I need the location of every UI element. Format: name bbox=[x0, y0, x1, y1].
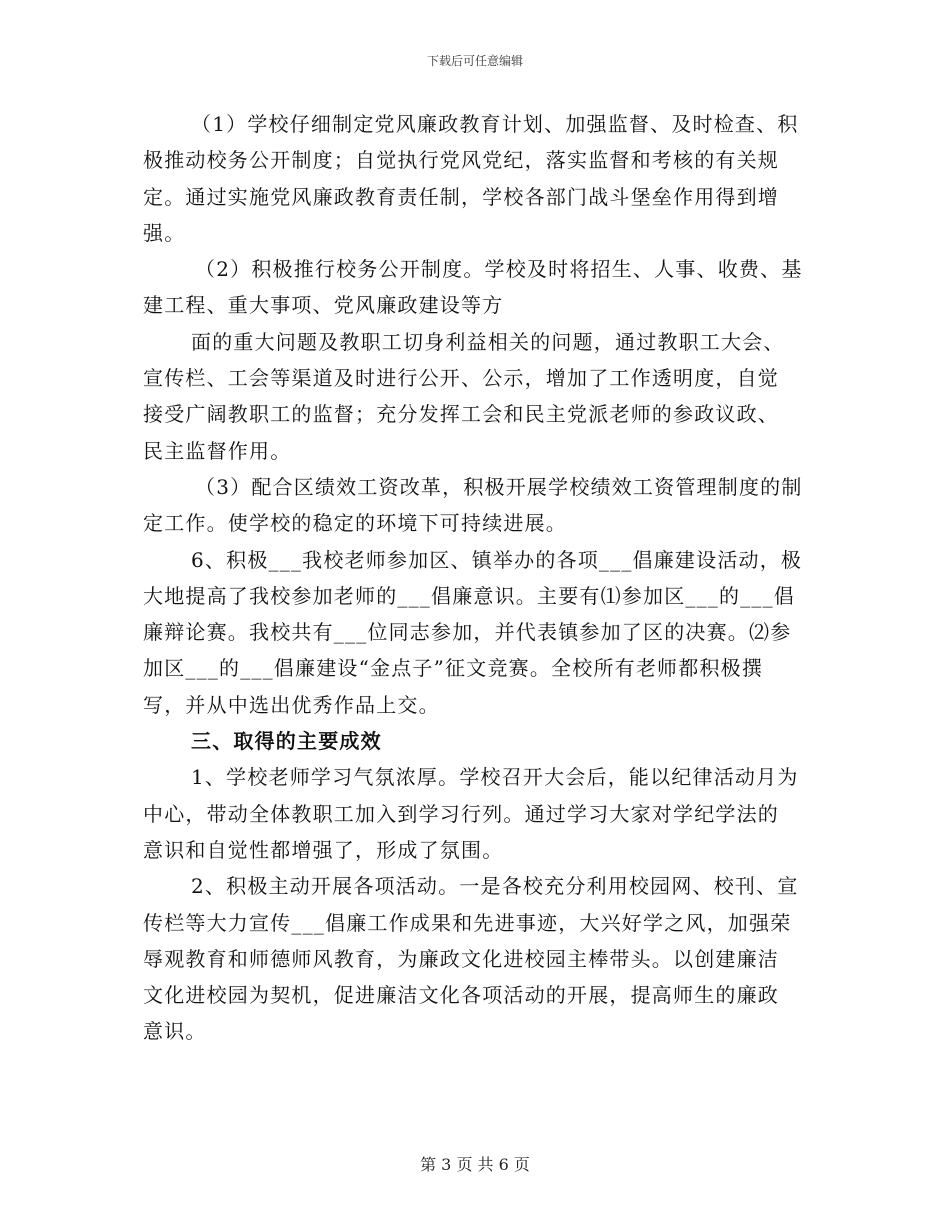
paragraph-line: （2）积极推行校务公开制度。学校及时将招生、人事、收费、基 bbox=[195, 257, 803, 282]
paragraph-line: 辱观教育和师德师风教育，为廉政文化进校园主棒带头。以创建廉洁 bbox=[143, 946, 779, 971]
paragraph-line: 极推动校务公开制度；自觉执行党风党纪，落实监督和考核的有关规 bbox=[143, 148, 779, 173]
paragraph-line: 大地提高了我校参加老师的___倡廉意识。主要有⑴参加区___的___倡 bbox=[143, 583, 795, 608]
paragraph-line: 宣传栏、工会等渠道及时进行公开、公示，增加了工作透明度，自觉 bbox=[143, 366, 779, 391]
paragraph-line: 加区___的___倡廉建设“金点子”征文竞赛。全校所有老师都积极撰 bbox=[143, 656, 764, 681]
paragraph-line: 传栏等大力宣传___倡廉工作成果和先进事迹，大兴好学之风，加强荣 bbox=[143, 910, 792, 935]
section-heading: 三、取得的主要成效 bbox=[191, 729, 382, 754]
paragraph-line: 接受广阔教职工的监督；充分发挥工会和民主党派老师的参政议政、 bbox=[143, 402, 779, 427]
paragraph-line: 6、积极___我校老师参加区、镇举办的各项___倡廉建设活动，极 bbox=[191, 547, 803, 572]
document-body bbox=[143, 112, 807, 1056]
paragraph-line: 1、学校老师学习气氛浓厚。学校召开大会后，能以纪律活动月为 bbox=[191, 765, 799, 790]
paragraph-line: 建工程、重大事项、党风廉政建设等方 bbox=[143, 293, 504, 318]
paragraph-line: 强。 bbox=[143, 220, 186, 245]
paragraph-line: 意识。 bbox=[143, 1019, 207, 1044]
paragraph-line: 中心，带动全体教职工加入到学习行列。通过学习大家对学纪学法的 bbox=[143, 801, 779, 826]
paragraph-line: 意识和自觉性都增强了，形成了氛围。 bbox=[143, 837, 504, 862]
paragraph-line: （3）配合区绩效工资改革，积极开展学校绩效工资管理制度的制 bbox=[195, 474, 803, 499]
page-number-footer: 第 3 页 共 6 页 bbox=[420, 1155, 530, 1174]
paragraph-line: 定工作。使学校的稳定的环境下可持续进展。 bbox=[143, 511, 567, 536]
paragraph-line: 定。通过实施党风廉政教育责任制，学校各部门战斗堡垒作用得到增 bbox=[143, 184, 779, 209]
paragraph-line: 民主监督作用。 bbox=[143, 438, 292, 463]
paragraph-line: 面的重大问题及教职工切身利益相关的问题，通过教职工大会、 bbox=[191, 329, 785, 354]
paragraph-line: 文化进校园为契机，促进廉洁文化各项活动的开展，提高师生的廉政 bbox=[143, 983, 779, 1008]
paragraph-line: 写，并从中选出优秀作品上交。 bbox=[143, 692, 440, 717]
paragraph-line: 廉辩论赛。我校共有___位同志参加，并代表镇参加了区的决赛。⑵参 bbox=[143, 620, 792, 645]
paragraph-line: （1）学校仔细制定党风廉政教育计划、加强监督、及时检查、积 bbox=[191, 112, 799, 136]
paragraph-line: 2、积极主动开展各项活动。一是各校充分利用校园网、校刊、宣 bbox=[191, 874, 799, 899]
page-header: 下载后可任意编辑 bbox=[426, 54, 523, 68]
